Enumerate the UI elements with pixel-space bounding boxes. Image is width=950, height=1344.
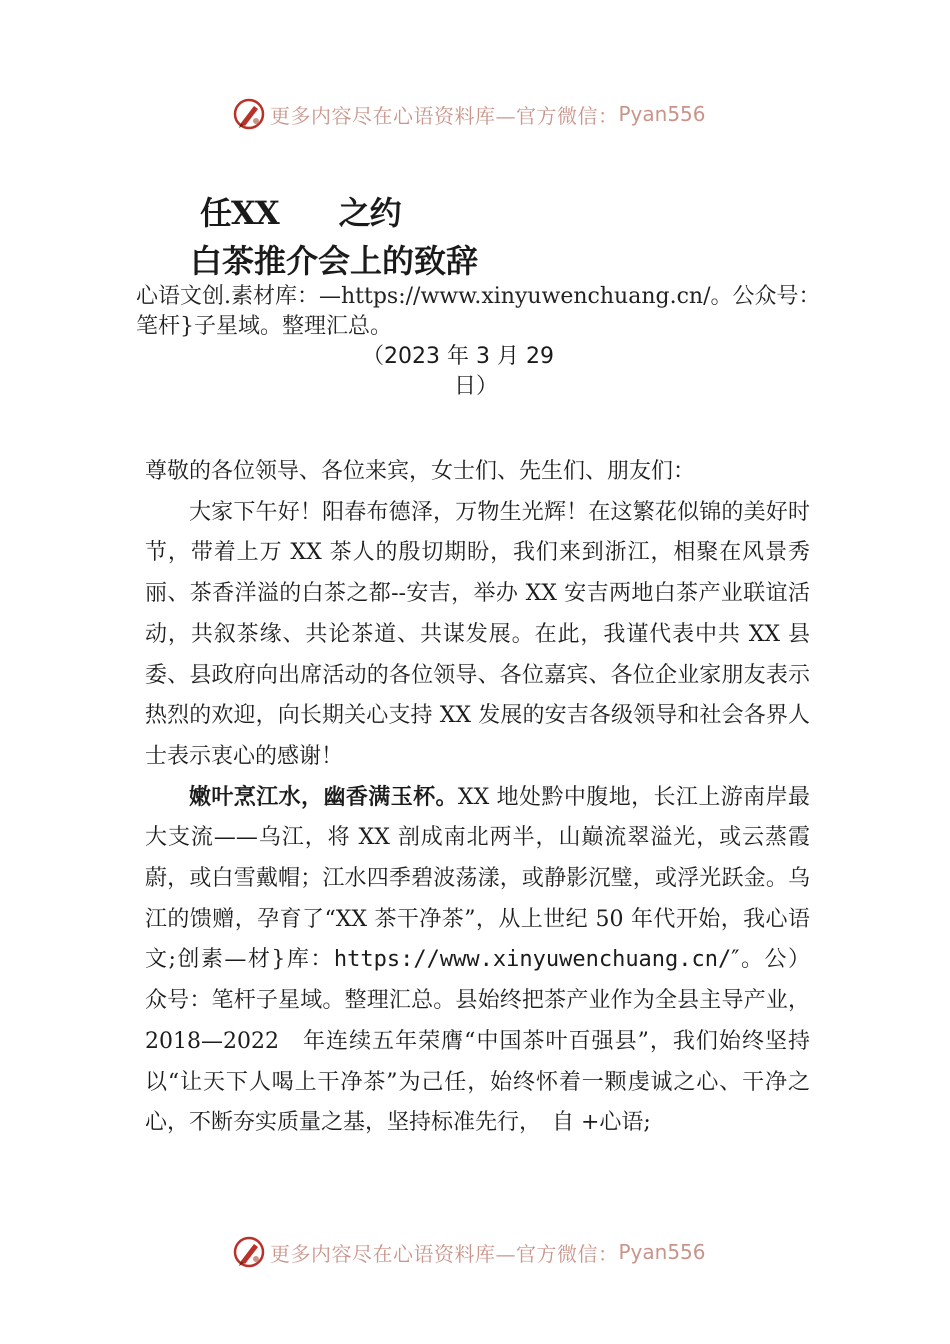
banner-text: 更多内容尽在心语资料库—官方微信： — [270, 1241, 619, 1266]
speech-date — [362, 342, 612, 402]
paragraph-2-text-b: ″。公）众号：笔杆子星域。整理汇总。县始终把茶产业作为全县主导产业，2018—2022 年连续五年荣膺“中国茶叶百强县”，我们始终坚持以“让天下人喝上干净茶”为己任，始终怀着一颗虔诚之心、干净之心，不断夯实质量之基，坚持标准先行， 自 +心语; — [145, 947, 810, 1136]
banner-wechat-handle: Pyan556 — [618, 1240, 706, 1264]
paragraph-2 — [145, 778, 810, 1144]
speech-body — [145, 452, 810, 1144]
banner-wechat-handle: Pyan556 — [618, 102, 706, 126]
banner-text: 更多内容尽在心语资料库—官方微信： — [270, 103, 619, 128]
paragraph-2-url: https://www.xinyuwenchuang.cn/ — [333, 947, 732, 973]
paragraph-1: 大家下午好！阳春布德泽，万物生光辉！在这繁花似锦的美好时节，带着上万 XX 茶人的殷切期盼，我们来到浙江，相聚在风景秀丽、茶香洋溢的白茶之都--安吉，举办 XX 安吉两地白茶产业联谊活动，共叙茶缘、共论茶道、共谋发展。在此，我谨代表中共 XX 县委、县政府向出席活动的各位领导、各位嘉宾、各位企业家朋友表示热烈的欢迎，向长期关心支持 XX 发展的安吉各级领导和社会各界人士表示衷心的感谢！ — [145, 499, 810, 769]
title-part-b: 之约 — [338, 194, 401, 232]
footer-watermark-banner — [232, 1234, 706, 1270]
title-line-1 — [200, 188, 401, 234]
paragraph-2-text-a: XX 地处黔中腹地，长江上游南岸最大支流——乌江，将 XX 剖成南北两半，山巅流翠溢光，或云蒸霞蔚，或白雪戴帽；江水四季碧波荡漾，或静影沉璧，或浮光跃金。乌江的馈赠，孕育了“XX 茶干净茶”，从上世纪 50 年代开始，我心语文;创素—材}库： — [145, 784, 810, 973]
pen-logo-icon — [232, 97, 266, 131]
date-line-1: （2023 年 3 月 29 — [362, 344, 554, 369]
title-part-a: 任XX — [200, 194, 279, 232]
greeting: 尊敬的各位领导、各位来宾，女士们、先生们、朋友们： — [145, 459, 696, 484]
pen-logo-icon — [232, 1235, 266, 1269]
paragraph-2-lead: 嫩叶烹江水，幽香满玉杯。 — [189, 784, 458, 810]
source-note: 心语文创.素材库：—https://www.xinyuwenchuang.cn/。公众号：笔杆}子星域。整理汇总。 — [136, 284, 821, 339]
date-line-2: 日） — [454, 374, 499, 399]
header-watermark-banner — [232, 96, 706, 132]
title-line-2: 白茶推介会上的致辞 — [190, 242, 479, 280]
